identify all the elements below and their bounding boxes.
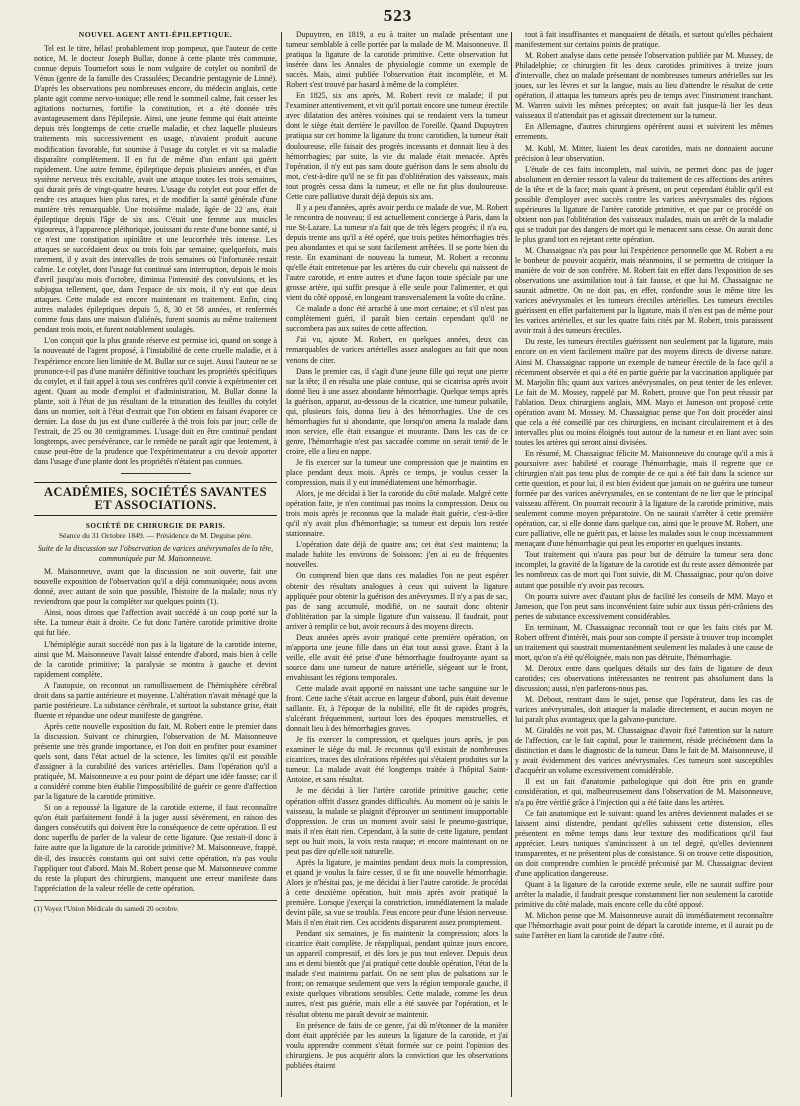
paragraph: En 1825, six ans après, M. Robert revit ce malade; il put l'examiner attentivement, et vit qu'il portait encore une tumeur érectile avec dilatation des artères voisines qui se rendaient vers la tumeur dont le siège était derrière le pavillon de l'oreille. Quand Dupuytren pratiqua sur cet homme la ligature du tronc carotidien, la tumeur était douloureuse, elle faisait des progrès incessants et donnait lieu à des hémorrhagies; par suite, la vie du malade était menacée. Après l'opération, il n'y eut pas sans doute guérison dans le sens absolu du mot, c'est-à-dire qu'il ne se fit pas d'oblitération des vaisseaux, mais tout progrès cessa dans la tumeur, et elle ne fut plus douloureuse. Cette cure palliative durait déjà depuis six ans. bbox=[286, 91, 508, 201]
column-divider bbox=[511, 32, 512, 1097]
paragraph: Si on a repoussé la ligature de la carotide externe, il faut reconnaître qu'on était parfaitement fondé à la juger aussi sévèrement, en raison des dangers consécutifs qui doivent être la conséquence de cette opération. Il est donc superflu de parler de la valeur de cette ligature. Que restait-il donc à faire autre que la ligature de la carotide primitive? M. Maisonneuve, frappé, dit-il, des insuccès constants qui ont suivi cette opération, n'a pas voulu l'appliquer tout d'abord. Mais M. Robert pense que M. Maisonneuve comme du reste la plupart des chirurgiens, manquent une erreur manifeste dans l'appréciation de la valeur réelle de cette opération. bbox=[34, 803, 277, 893]
paragraph: M. Kuhl, M. Mitter, liaient les deux carotides, mais ne donnaient aucune précision à leur observation. bbox=[515, 143, 773, 163]
paragraph: Alors, je me décidai à lier la carotide du côté malade. Malgré cette opération faite, je n'en continuai pas moins la compression. Deux ou trois mois après je reconnus que la malade était guérie, c'est-à-dire qu'il n'y avait plus d'hémorrhagie; sa tumeur est depuis lors restée stationnaire. bbox=[286, 489, 508, 539]
column-2 bbox=[286, 30, 508, 1100]
paragraph: Ce malade a donc été arraché à une mort certaine; et s'il n'est pas complètement guéri, il paraît bien certain cependant qu'il ne succombera pas aux suites de cette affection. bbox=[286, 304, 508, 334]
paragraph: Quant à la ligature de la carotide externe seule, elle ne saurait suffire pour arrêter la maladie, il faudrait presque constamment lier non seulement la carotide primitive du côté malade, mais encore celle du côté opposé. bbox=[515, 879, 773, 909]
column-divider bbox=[281, 32, 282, 1097]
paragraph: M. Giraldès ne voit pas, M. Chassaignac d'avoir fixé l'attention sur la nature de l'affection, car le fait capital, pour le traitement, réside précisément dans la distinction et dans le diagnostic de la tumeur. Dans le fait de M. Maisonneuve, il y avait évidemment des varices anévrysmales. Ces tumeurs sont susceptibles d'acquérir un volume excessivement considérable. bbox=[515, 726, 773, 776]
paragraph: En résumé, M. Chassaignac félicite M. Maisonneuve du courage qu'il a mis à poursuivre avec habileté et courage l'hémorrhagie, mais il regrette que ce chirurgien n'ait pas tenu plus de compte de ce qui a été fait dans la science sur cette question, et pour lui, il est bien évident que jamais on ne guérira une tumeur formée par des varices anévrysmales, en se contentant de ne lier que le principal vaisseau afférent. On pourrait recourir à la ligature de la carotide primitive, mais seulement comme moyen préparatoire. On ne saurait s'arrêter à cette première opération, car, si elle donne dans quelque cas, ainsi que le prouve M. Robert, une cure palliative, elle ne guérit pas, et laisse les malades sous le coup incessamment menaçant d'une hémorrhagie qui peut les emporter en quelques instants. bbox=[515, 448, 773, 549]
paragraph: Dupuytren, en 1819, a eu à traiter un malade présentant une tumeur semblable à celle portée par la malade de M. Maisonneuve. Il pratiqua la ligature de la carotide primitive. Cette observation fut insérée dans les Annales de physiologie comme un exemple de succès. Mais, ainsi publiée l'observation était incomplète, et M. Robert s'est trouvé par hasard à même de la compléter. bbox=[286, 30, 508, 90]
page-number: 523 bbox=[383, 6, 413, 25]
academies-heading: ACADÉMIES, SOCIÉTÉS SAVANTES ET ASSOCIATIONS. bbox=[34, 482, 277, 516]
paragraph: Il est un fait d'anatomie pathologique qui doit être pris en grande considération, et qui, malheureusement dans l'observation de M. Maisonneuve, n'a pu être vérifié grâce à l'injection qui a été faite dans les artères. bbox=[515, 777, 773, 807]
paragraph: Deux années après avoir pratiqué cette première opération, on m'apporta une jeune fille dans un état tout aussi grave. Étant à la veille, elle avait été prise d'une hémorrhagie foudroyante ayant sa source dans une tumeur de nature artérielle, siégeant sur le front, envahissant les régions temporales. bbox=[286, 632, 508, 682]
paragraph: M. Deroux entre dans quelques détails sur des faits de ligature de deux carotides; ces observations intéressantes ne rentrent pas absolument dans la discussion; aussi, n'en parlerons-nous pas. bbox=[515, 663, 773, 693]
paragraph: On comprend bien que dans ces maladies l'on ne peut espérer obtenir des résultats analogues à ceux qui suivent la ligature appliquée pour obtenir la guérison des anévrysmes. Il n'y a pas de sac, pas de sang accumulé, modifié, on ne saurait donc obtenir d'oblitération par la simple ligature d'un vaisseau. Il faudrait, pour arriver à remplir ce but, avoir recours à des moyens directs. bbox=[286, 571, 508, 631]
paragraph: M. Robert analyse dans cette pensée l'observation publiée par M. Mussey, de Philadelphie; ce chirurgien fit les deux carotides primitives à treize jours d'intervalle, chez un malade présentant de nombreuses tumeurs artérielles sur les joues, sur les lèvres et sur la langue, mais au lieu d'attendre le résultat de cette opération, il attaqua les tumeurs après peu de temps avec l'instrument tranchant. M. Warren suivit les mêmes préceptes; on avait fait jusque-là lier les deux vaisseaux il n'attendait pas et agissait directement sur la tumeur. bbox=[515, 51, 773, 121]
paragraph: Cette malade avait apporté en naissant une tache sanguine sur le front. Cette tache s'était accrue en largeur d'abord, puis était devenue saillante. Et, à l'époque de la nubilité, elle fit de rapides progrès, s'ulcérant fréquemment, surtout lors des époques menstruelles, et donnait lieu à des hémorrhagies graves. bbox=[286, 684, 508, 734]
paragraph: M. Maisonneuve, avant que la discussion ne soit ouverte, fait une nouvelle exposition de l'observation qu'il a déjà communiquée; nous avons donné, avec autant de soin que possible, l'histoire de la malade; nous n'y reviendrons que pour la compléter sur quelques points (1). bbox=[34, 567, 277, 607]
paragraph: On pourra suivre avec d'autant plus de facilité les conseils de MM. Mayo et Jameson, que l'on peut sans inconvénient faire subir aux tissus péri-crâniens des pertes de substance excessivement considérables. bbox=[515, 591, 773, 621]
society-name: SOCIÉTÉ DE CHIRURGIE DE PARIS. bbox=[85, 522, 226, 531]
paragraph: Ainsi, nous dirons que l'affection avait succédé à un coup porté sur la tête. La tumeur était à droite. Ce fut donc l'artère carotide primitive droite qui fut liée. bbox=[34, 608, 277, 638]
discussion-subtitle: Suite de la discussion sur l'observation de varices anévrysmales de la tête, communiquée par M. Maisonneuve. bbox=[37, 544, 274, 564]
paragraph: J'ai vu, ajoute M. Robert, en quelques années, deux cas remarquables de varices artérielles assez analogues au fait que nous venons de citer. bbox=[286, 335, 508, 365]
paragraph: Pendant six semaines, je fis maintenir la compression; alors la cicatrice était complète. Je réappliquai, pendant quinze jours encore, un appareil compressif, et dès lors je pus tout enlever. Depuis deux ans et demi bientôt que j'ai pratiqué cette double opération, l'état de la malade s'est maintenu parfait. On ne sent plus de pulsations sur le front; on remarque seulement que vers la région temporale gauche, il existe quelques vibrations sensibles. Cette malade, comme les deux autres, n'est pas guérie, mais elle a été sauvée par l'opération, et le résultat obtenu me paraît devoir se maintenir. bbox=[286, 929, 508, 1019]
paragraph: Après la ligature, je maintins pendant deux mois la compression, et quand je voulus la faire cesser, il se fit une nouvelle hémorrhagie. Alors je n'hésitai pas, je me décidai à lier l'autre carotide. Je procédai à cette deuxième opération, huit mois après avoir pratiqué la première. Lorsque j'exerçai la constriction, immédiatement la malade devint pâle, sa vue se troubla. J'eus encore peur d'une lésion nerveuse. Mais il n'en était rien. Ces accidents disparurent assez promptement. bbox=[286, 857, 508, 928]
paragraph: L'opération date déjà de quatre ans; cet état s'est maintenu; la malade habite les environs de Soissons: j'en ai eu de fréquentes nouvelles. bbox=[286, 540, 508, 570]
paragraph: M. Debout, rentrant dans le sujet, pense que l'opérateur, dans les cas de varices anévrysmales, doit attaquer la maladie directement, et aucun moyen ne lui paraît plus avantageux que la galvano-puncture. bbox=[515, 695, 773, 725]
column-3 bbox=[515, 30, 773, 1100]
paragraph: Je me décidai à lier l'artère carotide primitive gauche; cette opération offrit d'assez grandes difficultés. Au moment où je saisis le vaisseau, la malade se plaignit d'éprouver un sentiment insupportable d'oppression. Je crus un moment avoir saisi le pneumo-gastrique, mais il n'en était rien. Cependant, à la suite de cette ligature, pendant sept ou huit mois, la voix resta rauque; et encore maintenant on ne peut pas dire qu'elle soit naturelle. bbox=[286, 786, 508, 856]
paragraph: tout à fait insuffisantes et manquaient de détails, et surtout qu'elles péchaient manifestement sur certains points de pratique. bbox=[515, 30, 773, 50]
paragraph: En présence de faits de ce genre, j'ai dû m'étonner de la manière dont était appréciée par les auteurs la ligature de la carotide, et j'ai voulu apprendre comment s'était formée sur ce point l'opinion des chirurgiens. Je pus acquérir alors la conviction que les observations publiées étaient bbox=[286, 1020, 508, 1070]
column-1 bbox=[34, 30, 277, 1100]
paragraph: Du reste, les tumeurs érectiles guérissent non seulement par la ligature, mais encore on en vient facilement maître par des moyens directs de diverse nature. Ainsi M. Chassaignac rapporte un exemple de tumeur érectile de la face qu'il a récemment observée et qui a été en partie guérie par la vaccination appliquée par M. Marjolin fils; quant aux varices anévrysmales, on peut tenter de les enlever. Le fait de M. Mossey, rappelé par M. Robert, prouve que l'on peut réussir par l'ablation. Deux chirurgiens anglais, MM. Mayo et Jameson ont proposé cette opération avant M. Mossey. M. Chassaignac pense que l'on doit procéder ainsi que cela a été conseillé par ces chirurgiens, en incisant circulairement et à des intervalles plus ou moins éloignés tout autour de la tumeur et en liant avec soin toutes les artères qui seront ainsi divisées. bbox=[515, 337, 773, 447]
paragraph: A l'autopsie, on reconnut un ramollissement de l'hémisphère cérébral droit dans sa partie antérieure et moyenne. L'altération n'avait ménagé que la partie postérieure. La substance cérébrale, et surtout la substance grise, était fluente et répandue une odeur manifeste de gangrène. bbox=[34, 680, 277, 720]
paragraph: M. Chassaignac n'a pas pour lui l'expérience personnelle que M. Robert a eu le bonheur de pouvoir acquérir, mais néanmoins, il se permettra de critiquer la manière de voir de son confrère. M. Robert fait en effet dans l'exposition de ses observations une assimilation tout à fait fausse, et que lui M. Chassaignac ne saurait admettre. On ne doit pas, en effet, confondre sous le même titre les varices anévrysmales et les tumeurs érectiles artérielles. Les tumeurs érectiles guérissent en effet parfaitement par la ligature, mais il n'en est pas de même pour les varices artérielles, et sur les quatre faits cités par M. Robert, trois paraissent avoir trait à des tumeurs érectiles. bbox=[515, 245, 773, 336]
seance-line: Séance du 31 Octobre 1849. — Présidence de M. Deguise père. bbox=[58, 531, 253, 541]
paragraph: Je fis exercer la compression, et quelques jours après, je pus examiner le siège du mal. Je reconnus qu'il existait de nombreuses cicatrices, traces des ulcérations répétées qui s'étaient produites sur la tumeur. La malade avait été longtemps traitée à l'hôpital Saint-Antoine, et sans résultat. bbox=[286, 735, 508, 785]
paragraph: Il y a peu d'années, après avoir perdu ce malade de vue, M. Robert le rencontra de nouveau; il est actuellement concierge à Paris, dans la rue St-Lazare. La tumeur n'a fait que de très légers progrès; il n'a eu, depuis trente ans qu'il a été opéré, que trois petites hémorrhagies très peu abondantes et qui se sont facilement arrêtées. Il se porte bien du reste. En examinant de nouveau la tumeur, M. Robert a reconnu qu'elle était entretenue par les artères du cuir chevelu qui naissent de l'autre carotide, et entre autres et d'une façon toute spéciale par une grosse artère, qui suffit presque à elle seule pour l'alimenter, et qui vient du côté opposé, en longeant transversalement la voûte du crâne. bbox=[286, 202, 508, 303]
footnote: (1) Voyez l'Union Médicale du samedi 20 octobre. bbox=[34, 900, 277, 914]
section-title: NOUVEL AGENT ANTI-ÉPILEPTIQUE. bbox=[78, 30, 233, 39]
paragraph: En Allemagne, d'autres chirurgiens opérèrent aussi et suivirent les mêmes errements. bbox=[515, 122, 773, 142]
paragraph: Je fis exercer sur la tumeur une compression que je maintins en place pendant deux mois. Après ce temps, je voulus cesser la compression, mais il y eut immédiatement une hémorrhagie. bbox=[286, 457, 508, 488]
paragraph: Tout traitement qui n'aura pas pour but de détruire la tumeur sera donc incomplet, la gravité de la ligature de la carotide est du reste assez démontrée par les nombreux cas de mort qui l'ont suivie, dit M. Chassaignac, pour qu'on doive autant que possible n'y avoir pas recours. bbox=[515, 550, 773, 590]
paragraph: Tel est le titre, hélas! probablement trop pompeux, que l'auteur de cette notice, M. le docteur Joseph Bullar, donne à cette plante très commune, connue depuis Tournefort sous le nom vulgaire de cotylet ou nombril de Vénus (genre de la famille des Crassulées; Decandrie pentagynie de Linné). D'après les observations peu nombreuses encore, du médecin anglais, cette plante agit comme nervo-tonique; elle rend le sommeil calme, fait cesser les agitations nocturnes, fortifie la constitution, et a été donnée très avantageusement dans l'épilepsie. Ainsi, une jeune femme qui était atteinte depuis très longtemps de cette cruelle maladie, et chez laquelle plusieurs traitements mis successivement en usage, n'avaient produit aucune modification favorable, fut soumise à l'usage du cotylet et vit sa maladie disparaître complètement. Il en fut de même d'un enfant qui guérit rapidement. Une autre femme, épileptique depuis plusieurs années, et d'un système nerveux très excitable, avait une attaque toutes les trois semaines, qui durait près de vingt-quatre heures. L'usage du cotylet eut pour effet de rendre ces attaques bien plus rares, et de modifier la santé générale d'une manière très remarquable. Une troisième malade, âgée de 22 ans, était épileptique depuis l'âge de six ans. C'était une femme aux muscles vigoureux, à l'apparence pléthorique, jouissant du reste d'une bonne santé, si ce n'est une constipation opiniâtre et une leucorrhée très intense. Les attaques se succédaient deux ou trois fois par semaine; quelquefois, mais rarement, il y avait des intervalles de trois semaines où l'infortunée restait calme. Le cotylet, dont l'usage fut continué sans interruption, depuis le mois d'avril jusqu'au mois d'octobre, diminua l'intensité des convulsions, et les subjugua tellement, que, dans l'espace de six mois, il n'y eut que deux attaques. Cette malade est encore maintenant en traitement. Enfin, cinq autres malades épileptiques depuis 5, 8, 30 et 58 années, et renfermés comme fous dans une maison d'aliénés, furent soumis au même traitement pendant trois mois, et furent notablement soulagés. bbox=[34, 44, 277, 335]
paragraph: L'on conçoit que la plus grande réserve est permise ici, quand on songe à la nouveauté de l'agent proposé, à l'instabilité de cette cruelle maladie, et à l'expérience encore lien limitée de M. Bullar sur ce sujet. Aussi l'auteur ne se prononce-t-il pas d'une manière définitive touchant les propriétés spécifiques du cotylet, et il fait appel à tous ses confrères qu'il convie à expérimenter cet agent. Quant au mode d'emploi et d'administration, M. Bullar donne la plante, soit à l'état de jus résultant de la trituration des feuilles du cotylet dans un mortier, soit à l'état d'extrait que l'on obtient en faisant évaporer ce dernier. La dose du jus est d'une cuillerée à thé trois fois par jour; celle de l'extrait, de 25 ou 30 centigrammes. L'usage doit en être continué pendant longtemps, avec persévérance, car le remède ne paraît agir que lentement, à cause peut-être de la prudence que l'expérimentateur a cru devoir apporter dans l'usage d'une plante dont les propriétés n'étaient pas connues. bbox=[34, 336, 277, 466]
paragraph: Ce fait anatomique est le suivant: quand les artères deviennent malades et se laissent ainsi distendre, pendant qu'elles subissent cette distension, elles présentent en même temps dans leur texture des modifications qu'il faut apprécier. Leurs tuniques s'amincissent à un tel degré, qu'elles deviennent transparentes, et ne présentent plus de consistance. Si on trouve cette disposition, on doit comprendre combien le procédé préconisé par M. Chassaignac devient d'une application dangereuse. bbox=[515, 808, 773, 878]
paragraph: Dans le premier cas, il s'agit d'une jeune fille qui reçut une pierre sur la tête; il en résulta une plaie contuse, qui se cicatrisa après avoir donné lieu à une assez abondante hémorrhagie. Quelque temps après la guérison, apparut, au-dessous de la cicatrice, une tumeur pulsatile, qui, plusieurs fois, donna lieu à des hémorrhagies. Une de ces hémorrhagies fut si abondante, que lorsqu'on amena la malade dans mon service, elle était exsangue et mourante. Dans les cas de ce genre, l'hémorrhagie n'est pas saccadée comme on serait tenté de le croire, elle a lieu en nappe. bbox=[286, 366, 508, 456]
horizontal-rule bbox=[121, 473, 191, 474]
paragraph: Après cette nouvelle exposition du fait, M. Robert entre le premier dans la discussion. Suivant ce chirurgien, l'observation de M. Maisonneuve présente une très grande importance, et l'on doit en profiter pour examiner quels sont, dans l'état actuel de la science, les limites qu'il est possible d'assigner à la curabilité des varices artérielles. Dans l'opération qu'il a pratiquée, M. Maisonneuve a eu pour point de départ une idée fausse; car il a considéré comme bien établie l'impossibilité de guérir ce genre d'affection par la ligature de la carotide primitive. bbox=[34, 721, 277, 802]
paragraph: M. Michon pense que M. Maisonneuve aurait dû immédiatement reconnaître que l'hémorrhagie avait pour point de départ la carotide interne, et il aurait pu de suite l'arrêter en liant la carotide de l'autre côté. bbox=[515, 911, 773, 941]
paragraph: L'hémiplégie aurait succédé non pas à la ligature de la carotide interne, ainsi que M. Maisonneuve l'avait laissé entendre d'abord, mais bien à celle de la carotide primitive; la paralysie se montra à gauche et devint rapidement complète. bbox=[34, 639, 277, 679]
paragraph: En terminant, M. Chassaignac reconnaît tout ce que les faits cités par M. Robert offrent d'intérêt, mais pour son compte il persiste à trouver trop incomplet un traitement qui soustrait momentanément seulement les malades à une cause de mort, qu'on n'a été qu'éloignée, mais non pas détruite, l'hémorrhagie. bbox=[515, 622, 773, 662]
paragraph: L'étude de ces faits incomplets, mal suivis, ne permet donc pas de juger absolument en dernier ressort la valeur du traitement de ces affections des artères de la tête et de la face; mais quant à présent, on peut cependant établir qu'il est possible d'employer avec succès contre les varices anévrysmales des régions supérieures la ligature de l'artère carotide primitive, et que par ce procédé on obtient non pas l'oblitération des vaisseaux malades, mais un arrêt de la maladie qui se traduit par des dangers de mort qui le menacent sans cesse. On aurait donc le plus grand tort en rejetant cette opération. bbox=[515, 164, 773, 244]
